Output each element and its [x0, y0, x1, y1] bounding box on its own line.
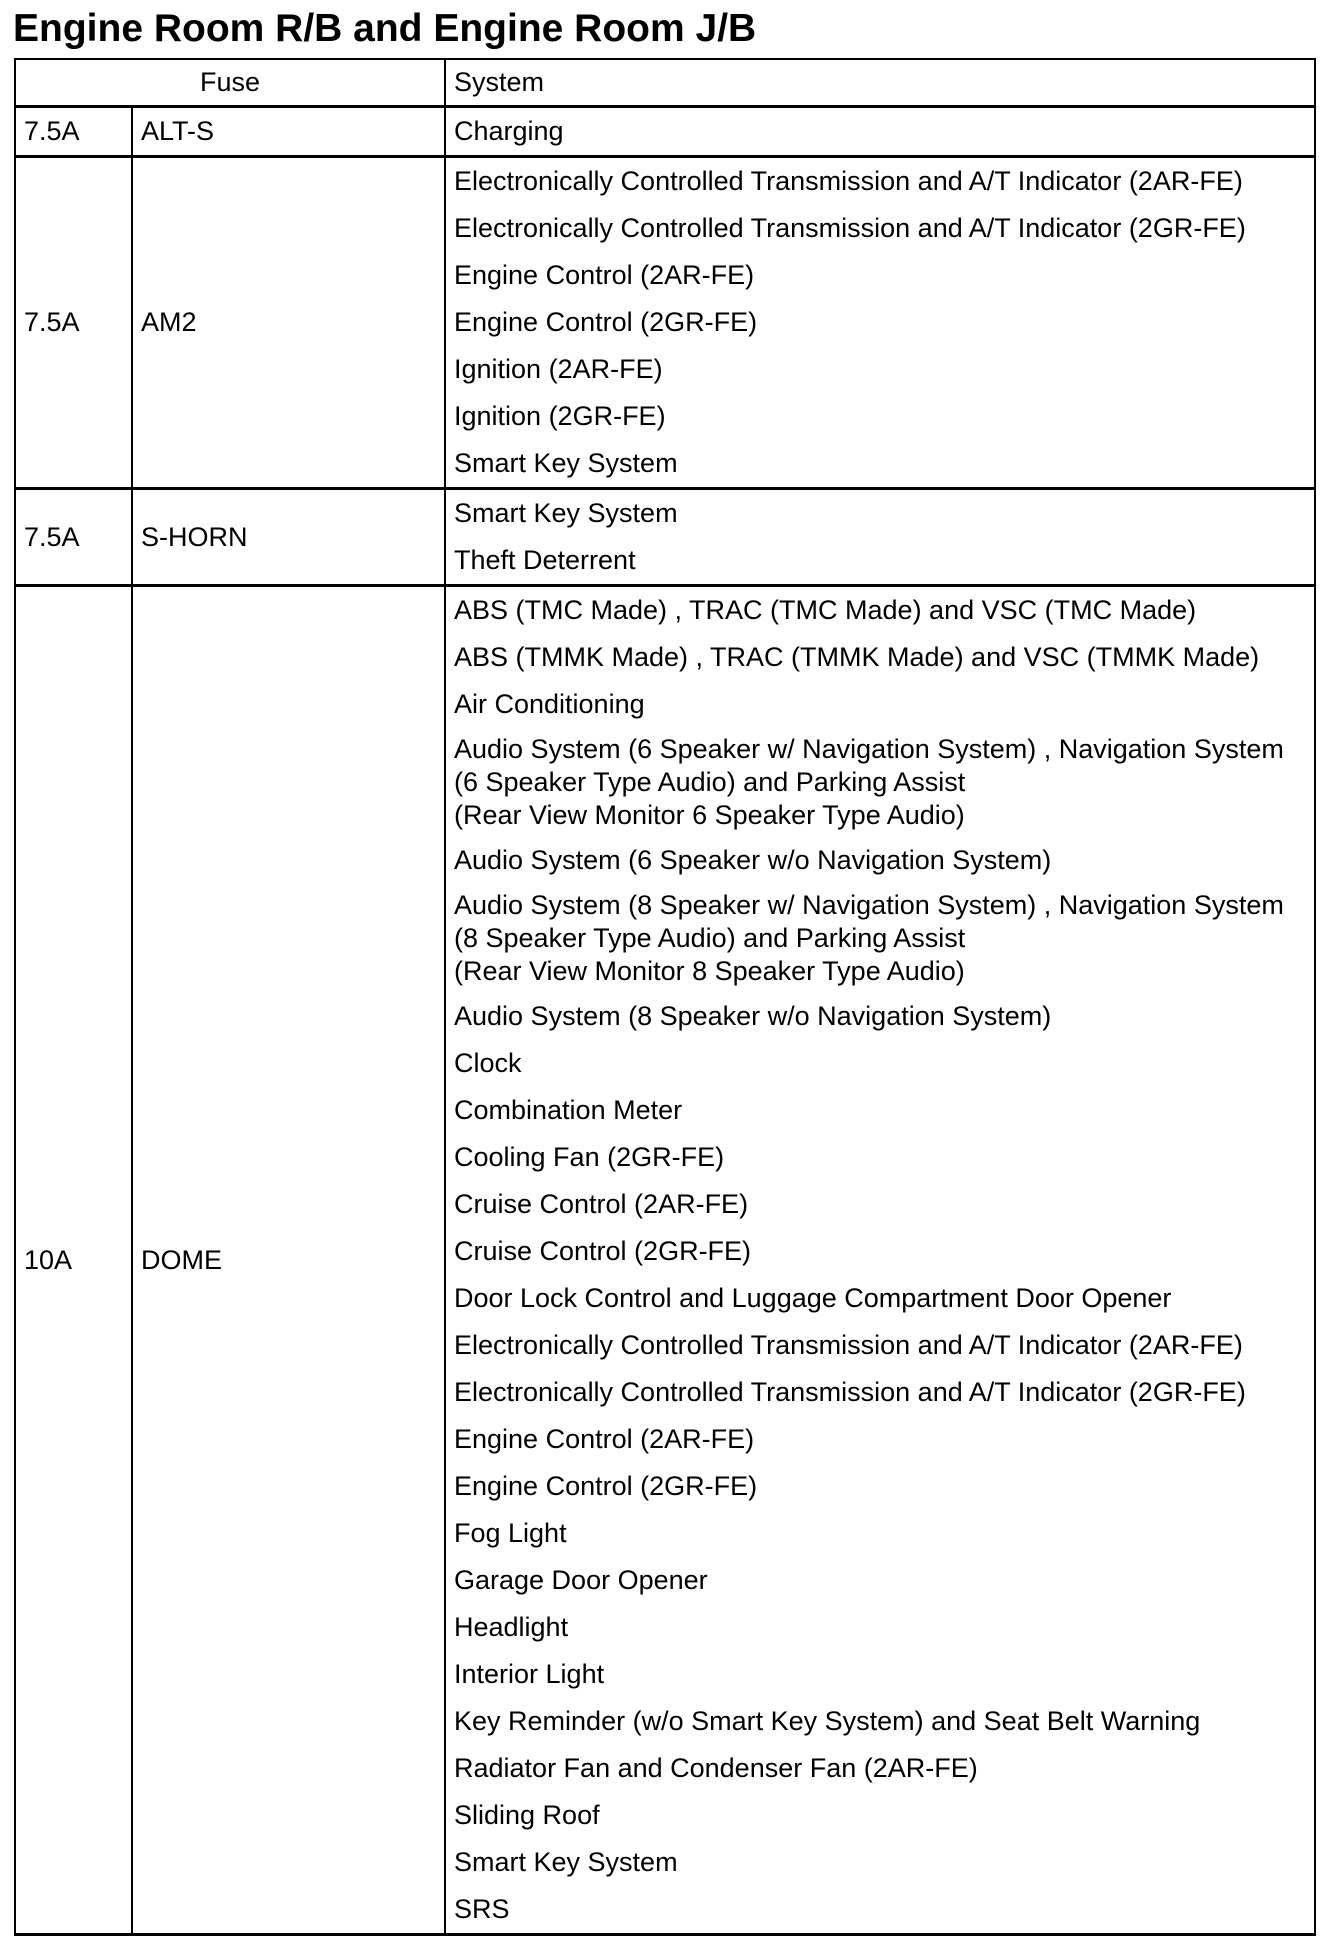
system-item: Smart Key System [454, 498, 678, 528]
fuse-table [14, 58, 1316, 1936]
system-item: Electronically Controlled Transmission and A/T Indicator (2GR-FE) [454, 1377, 1246, 1407]
table-header [15, 59, 1315, 107]
system-item: Smart Key System [454, 448, 678, 478]
table-row [15, 489, 1315, 586]
fuse-name: S-HORN [132, 489, 445, 586]
table-row [15, 586, 1315, 1935]
header-row [15, 59, 1315, 107]
fuse-name: ALT-S [132, 107, 445, 157]
system-item: Audio System (8 Speaker w/o Navigation System) [454, 1001, 1052, 1031]
system-list [445, 586, 1315, 1935]
system-item: Engine Control (2AR-FE) [454, 260, 755, 290]
system-item: Theft Deterrent [454, 545, 636, 575]
system-item: Engine Control (2AR-FE) [454, 1424, 755, 1454]
fuse-amperage: 7.5A [15, 107, 132, 157]
system-item: Cooling Fan (2GR-FE) [454, 1142, 725, 1172]
system-item: Charging [454, 116, 564, 146]
system-item: Audio System (8 Speaker w/ Navigation System) , Navigation System (8 Speaker Type Audio) and Parking Assist (Rear View Monitor 8 Speaker Type Audio) [454, 890, 1284, 986]
system-item: Cruise Control (2GR-FE) [454, 1236, 752, 1266]
system-item: Audio System (6 Speaker w/ Navigation System) , Navigation System (6 Speaker Type Audio) and Parking Assist (Rear View Monitor 6 Speaker Type Audio) [454, 734, 1284, 830]
system-item: Audio System (6 Speaker w/o Navigation System) [454, 845, 1052, 875]
table-row [15, 107, 1315, 157]
system-item: Engine Control (2GR-FE) [454, 1471, 758, 1501]
system-item: Door Lock Control and Luggage Compartment Door Opener [454, 1283, 1172, 1313]
system-item: Clock [454, 1048, 522, 1078]
system-item: Interior Light [454, 1659, 605, 1689]
system-item: Electronically Controlled Transmission and A/T Indicator (2AR-FE) [454, 166, 1243, 196]
table-row [15, 157, 1315, 489]
fuse-amperage: 7.5A [15, 157, 132, 489]
system-item: Key Reminder (w/o Smart Key System) and Seat Belt Warning [454, 1706, 1201, 1736]
system-item: Sliding Roof [454, 1800, 600, 1830]
system-item: Electronically Controlled Transmission and A/T Indicator (2GR-FE) [454, 213, 1246, 243]
system-item: Air Conditioning [454, 689, 645, 719]
system-item: Engine Control (2GR-FE) [454, 307, 758, 337]
page-title: Engine Room R/B and Engine Room J/B [13, 7, 757, 50]
system-item: Headlight [454, 1612, 569, 1642]
system-item: Fog Light [454, 1518, 567, 1548]
fuse-amperage: 7.5A [15, 489, 132, 586]
system-item: Garage Door Opener [454, 1565, 708, 1595]
system-item: Electronically Controlled Transmission and A/T Indicator (2AR-FE) [454, 1330, 1243, 1360]
fuse-group [15, 157, 1315, 489]
fuse-group [15, 489, 1315, 586]
system-list [445, 107, 1315, 157]
system-item: ABS (TMC Made) , TRAC (TMC Made) and VSC (TMC Made) [454, 595, 1197, 625]
header-system: System [445, 59, 1315, 107]
fuse-group [15, 586, 1315, 1935]
system-list [445, 489, 1315, 586]
system-item: Ignition (2GR-FE) [454, 401, 666, 431]
fuse-group [15, 107, 1315, 157]
fuse-amperage: 10A [15, 586, 132, 1935]
system-item: Radiator Fan and Condenser Fan (2AR-FE) [454, 1753, 978, 1783]
system-item: Ignition (2AR-FE) [454, 354, 663, 384]
system-item: ABS (TMMK Made) , TRAC (TMMK Made) and VSC (TMMK Made) [454, 642, 1260, 672]
system-item: SRS [454, 1894, 510, 1924]
fuse-name: AM2 [132, 157, 445, 489]
system-item: Combination Meter [454, 1095, 683, 1125]
system-item: Cruise Control (2AR-FE) [454, 1189, 749, 1219]
header-fuse: Fuse [15, 59, 445, 107]
system-item: Smart Key System [454, 1847, 678, 1877]
system-list [445, 157, 1315, 489]
fuse-name: DOME [132, 586, 445, 1935]
